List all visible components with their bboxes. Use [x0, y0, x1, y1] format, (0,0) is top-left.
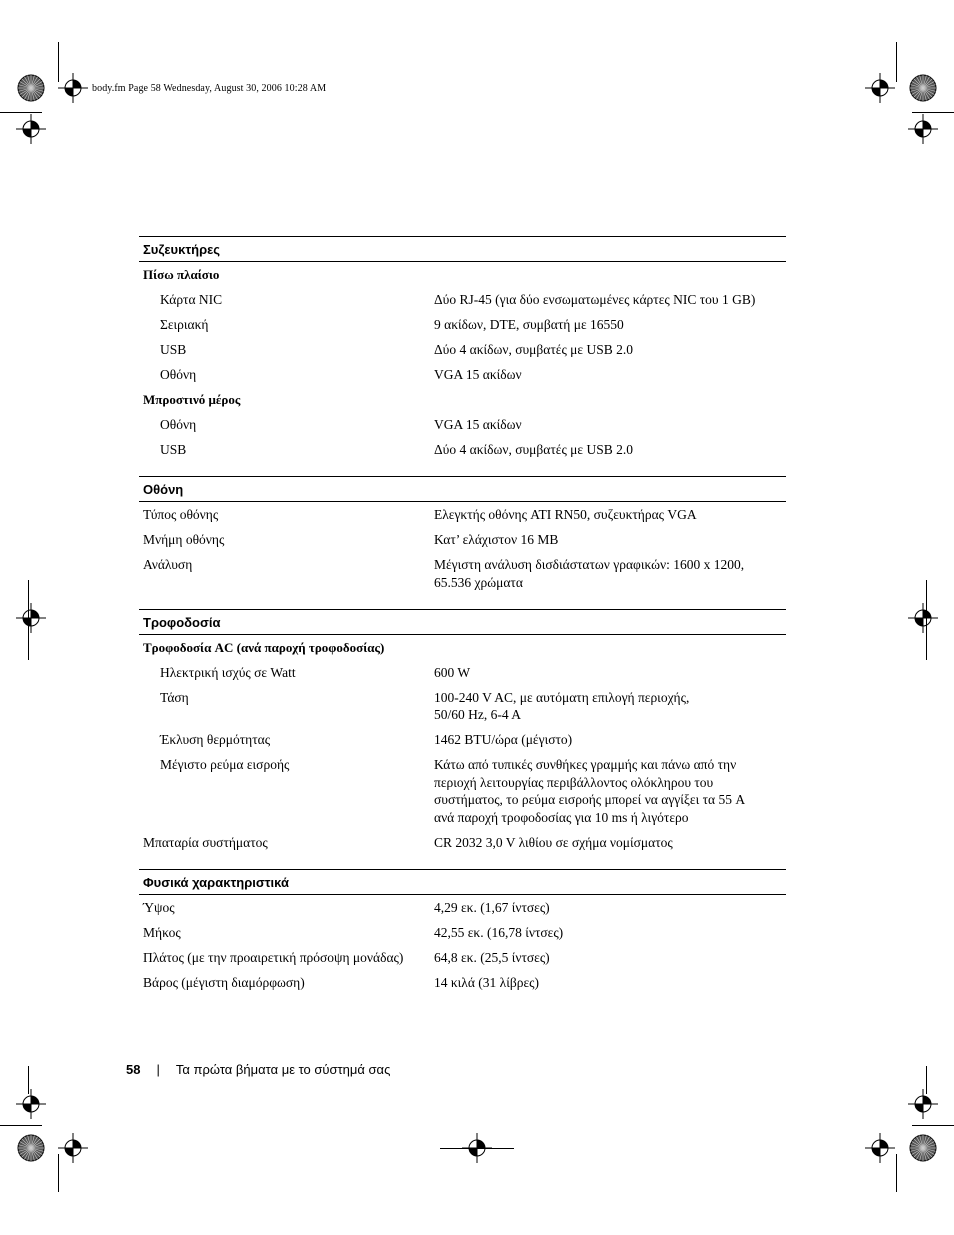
spec-label: Μέγιστο ρεύμα εισροής	[160, 757, 290, 772]
spec-label: USB	[160, 342, 187, 357]
section-heading: Τροφοδοσία	[139, 609, 786, 635]
spec-table	[139, 236, 786, 1009]
spec-value: 64,8 εκ. (25,5 ίντσες)	[434, 949, 550, 965]
spec-label: Ηλεκτρική ισχύς σε Watt	[160, 664, 296, 680]
spec-row	[139, 337, 786, 362]
subsection-heading: Τροφοδοσία AC (ανά παροχή τροφοδοσίας)	[143, 639, 385, 655]
subsection-heading: Μπροστινό μέρος	[143, 392, 241, 407]
spec-row	[139, 727, 786, 752]
spec-label: Κάρτα NIC	[160, 292, 223, 307]
registration-crosshair-icon	[58, 73, 88, 103]
registration-crosshair-icon	[16, 114, 46, 144]
spec-row	[139, 970, 786, 995]
spec-value: Κατ’ ελάχιστον 16 MB	[434, 532, 559, 547]
registration-starburst-icon	[16, 1133, 46, 1163]
spec-label: Ύψος	[143, 899, 175, 915]
registration-starburst-icon	[908, 1133, 938, 1163]
spec-row	[139, 920, 786, 945]
subsection-heading: Πίσω πλαίσιο	[143, 267, 220, 282]
spec-value: Δύο 4 ακίδων, συμβατές με USB 2.0	[434, 442, 633, 457]
spec-label: Οθόνη	[160, 367, 197, 382]
spec-row	[139, 895, 786, 920]
section-spacer	[139, 995, 786, 1009]
spec-value: VGA 15 ακίδων	[434, 417, 522, 432]
spec-row	[139, 362, 786, 387]
crop-line	[28, 1066, 29, 1094]
crop-line	[926, 1066, 927, 1094]
spec-row	[139, 552, 786, 595]
crop-line	[896, 42, 897, 82]
spec-row	[139, 752, 786, 830]
spec-label: Ανάλυση	[143, 557, 193, 572]
page-number: 58	[126, 1062, 141, 1077]
spec-label: Μπαταρία συστήματος	[143, 834, 268, 850]
spec-label: Πλάτος (με την προαιρετική πρόσοψη μονάδας)	[143, 949, 404, 965]
spec-section	[139, 236, 786, 476]
spec-row	[139, 287, 786, 312]
registration-starburst-icon	[908, 73, 938, 103]
crop-line	[926, 580, 927, 660]
crop-line	[0, 112, 42, 113]
spec-value: Δύο 4 ακίδων, συμβατές με USB 2.0	[434, 342, 633, 357]
spec-row	[139, 830, 786, 855]
spec-label: USB	[160, 442, 187, 457]
footer-separator: |	[156, 1062, 160, 1077]
spec-label: Σειριακή	[160, 317, 209, 332]
spec-label: Τάση	[160, 689, 189, 705]
spec-value: VGA 15 ακίδων	[434, 367, 522, 382]
spec-value: 4,29 εκ. (1,67 ίντσες)	[434, 899, 550, 915]
spec-value: 9 ακίδων, DTE, συμβατή με 16550	[434, 317, 624, 332]
registration-starburst-icon	[16, 73, 46, 103]
spec-value: 14 κιλά (31 λίβρες)	[434, 974, 539, 990]
registration-crosshair-icon	[908, 114, 938, 144]
spec-value: Μέγιστη ανάλυση δισδιάστατων γραφικών: 1600 x 1200, 65.536 χρώματα	[434, 557, 745, 590]
registration-crosshair-icon	[865, 73, 895, 103]
section-spacer	[139, 855, 786, 869]
spec-value: 100-240 V AC, με αυτόματη επιλογή περιοχής, 50/60 Hz, 6-4 A	[434, 689, 690, 722]
spec-row	[139, 502, 786, 527]
spec-row	[139, 945, 786, 970]
section-spacer	[139, 462, 786, 476]
spec-row	[139, 412, 786, 437]
spec-row	[139, 527, 786, 552]
section-heading: Συζευκτήρες	[139, 236, 786, 262]
spec-value: 600 W	[434, 664, 471, 680]
crop-line	[912, 1125, 954, 1126]
spec-row	[139, 685, 786, 728]
section-heading: Οθόνη	[139, 476, 786, 502]
spec-value: 42,55 εκ. (16,78 ίντσες)	[434, 924, 564, 940]
spec-section	[139, 869, 786, 1009]
registration-crosshair-icon	[16, 603, 46, 633]
registration-crosshair-icon	[58, 1133, 88, 1163]
section-spacer	[139, 595, 786, 609]
crop-line	[58, 1154, 59, 1192]
crop-line	[896, 1154, 897, 1192]
crop-line	[440, 1148, 514, 1149]
page-footer	[126, 1062, 390, 1077]
spec-value: Κάτω από τυπικές συνθήκες γραμμής και πάνω από την περιοχή λειτουργίας περιβάλλοντος ολόκληρου του συστήματος, το ρεύμα εισροής μπορεί να αγγίξει τα 55 A ανά παροχή τροφοδοσίας για 10 ms ή λιγότερο	[434, 757, 746, 825]
spec-value: Δύο RJ-45 (για δύο ενσωματωμένες κάρτες NIC του 1 GB)	[434, 292, 756, 307]
registration-crosshair-icon	[865, 1133, 895, 1163]
footer-title: Τα πρώτα βήματα με το σύστημά σας	[175, 1062, 391, 1077]
section-heading: Φυσικά χαρακτηριστικά	[139, 869, 786, 895]
file-header: body.fm Page 58 Wednesday, August 30, 2006 10:28 AM	[92, 83, 327, 94]
spec-label: Τύπος οθόνης	[143, 507, 219, 522]
spec-label: Μνήμη οθόνης	[143, 532, 225, 547]
spec-value: CR 2032 3,0 V λιθίου σε σχήμα νομίσματος	[434, 834, 673, 850]
registration-crosshair-icon	[908, 603, 938, 633]
spec-row	[139, 312, 786, 337]
spec-label: Μήκος	[143, 924, 181, 940]
spec-value: 1462 BTU/ώρα (μέγιστο)	[434, 732, 573, 747]
spec-value: Ελεγκτής οθόνης ATI RN50, συζευκτήρας VGA	[434, 507, 697, 522]
crop-line	[0, 1125, 42, 1126]
crop-line	[28, 580, 29, 660]
spec-label: Οθόνη	[160, 417, 197, 432]
registration-crosshair-icon	[16, 1089, 46, 1119]
spec-row	[139, 660, 786, 685]
crop-line	[912, 112, 954, 113]
spec-label: Βάρος (μέγιστη διαμόρφωση)	[143, 974, 305, 990]
spec-row	[139, 437, 786, 462]
spec-section	[139, 476, 786, 609]
registration-crosshair-icon	[908, 1089, 938, 1119]
spec-label: Έκλυση θερμότητας	[160, 732, 271, 747]
crop-line	[58, 42, 59, 82]
spec-section	[139, 609, 786, 869]
